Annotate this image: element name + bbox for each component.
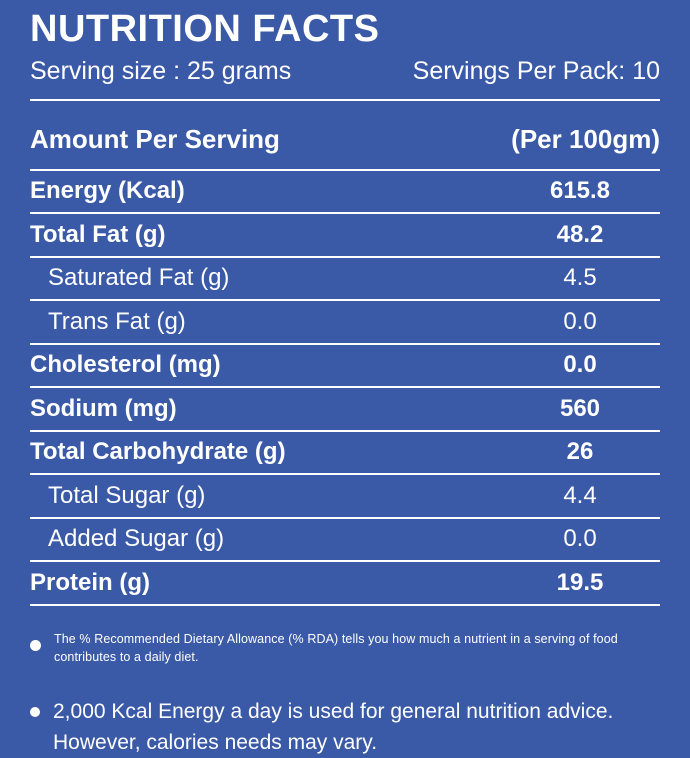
row-label: Protein (g) xyxy=(30,568,150,596)
table-row xyxy=(30,214,660,258)
row-label: Total Sugar (g) xyxy=(48,481,206,509)
row-value: 26 xyxy=(566,438,594,466)
energy-advice-text: 2,000 Kcal Energy a day is used for general nutrition advice. However, calories needs may vary. xyxy=(53,700,614,754)
row-label: Energy (Kcal) xyxy=(30,177,185,205)
table-row xyxy=(30,388,660,432)
table-row xyxy=(30,345,660,389)
table-header-row xyxy=(30,101,660,171)
energy-advice-footnote xyxy=(30,697,660,758)
table-row xyxy=(30,432,660,476)
row-label: Added Sugar (g) xyxy=(48,525,225,553)
row-value: 4.5 xyxy=(563,264,597,292)
row-value: 4.4 xyxy=(563,481,597,509)
table-row xyxy=(30,258,660,302)
table-row xyxy=(30,475,660,519)
row-value: 19.5 xyxy=(556,568,604,596)
rda-footnote xyxy=(30,630,660,668)
bullet-icon xyxy=(30,707,40,717)
table-row xyxy=(30,301,660,345)
row-value: 615.8 xyxy=(549,177,611,205)
table-row xyxy=(30,171,660,215)
serving-size-text: Serving size : 25 grams xyxy=(30,56,292,85)
row-label: Trans Fat (g) xyxy=(48,307,186,335)
bullet-icon xyxy=(30,640,41,651)
serving-info-row xyxy=(30,57,660,101)
row-label: Saturated Fat (g) xyxy=(48,264,230,292)
row-value: 0.0 xyxy=(563,351,597,379)
table-row xyxy=(30,519,660,563)
row-value: 560 xyxy=(559,394,601,422)
row-label: Total Fat (g) xyxy=(30,220,166,248)
row-label: Cholesterol (mg) xyxy=(30,351,221,379)
row-value: 0.0 xyxy=(563,307,597,335)
page-title: NUTRITION FACTS xyxy=(30,8,380,50)
row-label: Total Carbohydrate (g) xyxy=(30,438,286,466)
nutrient-table xyxy=(30,171,660,606)
table-row xyxy=(30,562,660,606)
row-label: Sodium (mg) xyxy=(30,394,177,422)
row-value: 48.2 xyxy=(556,220,604,248)
amount-per-serving-header: Amount Per Serving xyxy=(30,123,280,154)
row-value: 0.0 xyxy=(563,525,597,553)
rda-footnote-text: The % Recommended Dietary Allowance (% RDA) tells you how much a nutrient in a serving of food contributes to a daily diet. xyxy=(54,631,618,665)
per-100gm-header: (Per 100gm) xyxy=(511,123,660,154)
servings-per-pack-text: Servings Per Pack: 10 xyxy=(412,56,660,85)
